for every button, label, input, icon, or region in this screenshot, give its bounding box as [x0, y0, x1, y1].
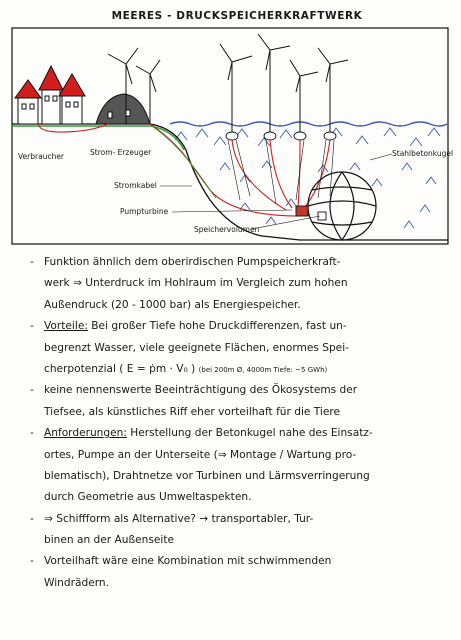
note-line: - keine nennenswerte Beeinträchtigung des Ökosystems der [30, 384, 358, 397]
note-line: werk ⇒ Unterdruck im Hohlraum im Vergleich zum hohen [44, 277, 348, 290]
sea-surface [170, 122, 447, 126]
note-line: cherpotenzial ( E = ṗm · V₀ ) (bei 200m Ø, 4000m Tiefe: ~5 GWh) [44, 362, 328, 375]
house-icon [15, 66, 85, 124]
label-stromkabel: Stromkabel [114, 181, 157, 190]
label-pumpturbine: Pumpturbine [120, 207, 169, 216]
label-strom-erzeuger: Strom- Erzeuger [90, 148, 152, 157]
note-line: binen an der Außenseite [44, 534, 175, 547]
note-line: blematisch), Drahtnetze vor Turbinen und Lärmsverringerung [44, 469, 370, 482]
label-stahlbetonkugel: Stahlbetonkugel [392, 149, 454, 158]
power-plant-diagram [0, 0, 461, 245]
note-line: Tiefsee, als künstliches Riff eher vorteilhaft für die Tiere [44, 405, 341, 418]
note-line: - Funktion ähnlich dem oberirdischen Pumpspeicherkraft- [30, 256, 341, 268]
notes-text [30, 252, 450, 594]
concrete-sphere [308, 172, 376, 240]
label-speichervolumen: Speichervolumen [194, 225, 260, 234]
note-line: begrenzt Wasser, viele geeignete Flächen, enormes Spei- [44, 341, 349, 354]
offshore-turbine-icon [220, 34, 348, 134]
coastline [12, 124, 448, 240]
note-line: Windrädern. [44, 576, 109, 589]
label-verbraucher: Verbraucher [18, 152, 65, 161]
note-line: durch Geometrie aus Umweltaspekten. [44, 491, 252, 504]
note-line: - Vorteilhaft wäre eine Kombination mit schwimmenden [30, 555, 332, 568]
note-line: - ⇒ Schiffform als Alternative? → transportabler, Tur- [30, 512, 314, 525]
note-line: - Anforderungen: Herstellung der Betonkugel nahe des Einsatz- [30, 427, 373, 440]
note-line: - Vorteile: Bei großer Tiefe hohe Druckdifferenzen, fast un- [30, 320, 347, 333]
power-cable [38, 124, 330, 216]
note-line: ortes, Pumpe an der Unterseite (⇒ Montage / Wartung pro- [44, 448, 357, 461]
diagram-title: MEERES - DRUCKSPEICHERKRAFTWERK [111, 10, 363, 22]
power-plant-icon [96, 94, 150, 124]
note-line: Außendruck (20 - 1000 bar) als Energiespeicher. [44, 298, 301, 311]
